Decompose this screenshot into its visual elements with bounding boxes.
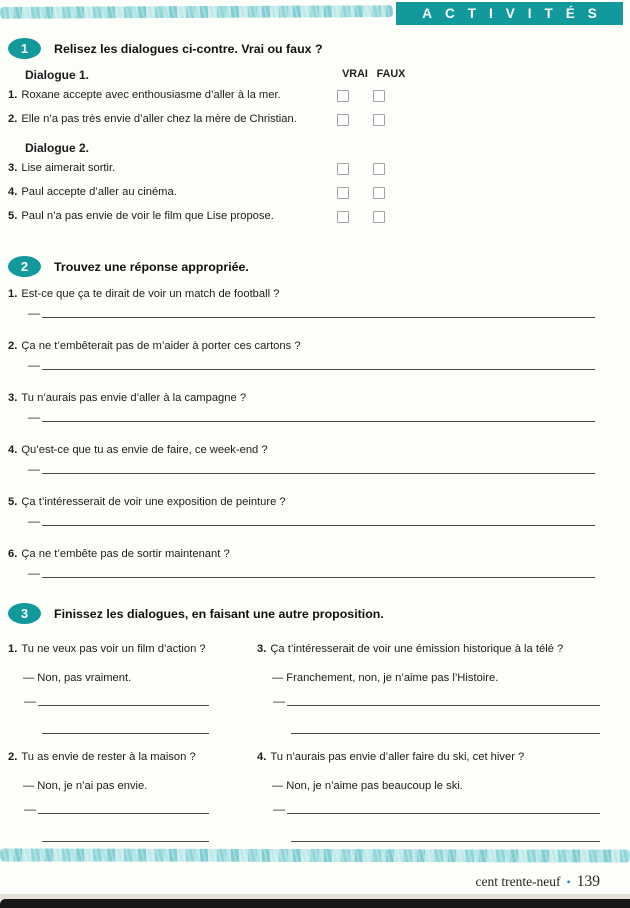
answer-line[interactable]	[38, 692, 209, 706]
answer-line[interactable]	[42, 720, 209, 734]
statement-row	[8, 162, 622, 177]
scan-edge-dark	[0, 899, 630, 908]
answer-line[interactable]	[291, 828, 600, 842]
answer-line[interactable]	[42, 514, 595, 526]
question-text: Ça ne t’embêterait pas de m’aider à porter ces cartons ?	[21, 340, 301, 352]
vrai-checkbox[interactable]	[337, 163, 349, 175]
activites-header: ACTIVITÉS	[396, 2, 623, 25]
dialogue-item	[257, 751, 622, 842]
exercise-3-header	[8, 603, 622, 624]
answer-row	[8, 567, 622, 578]
question-number: 2.	[8, 751, 18, 763]
question-text: Tu n’aurais pas envie d’aller faire du ski, cet hiver ?	[270, 751, 525, 763]
question-number: 6.	[8, 548, 18, 560]
answer-line[interactable]	[42, 566, 595, 578]
faux-checkbox[interactable]	[373, 114, 385, 126]
answer-line[interactable]	[287, 692, 600, 706]
question-item	[8, 496, 622, 526]
question-row	[8, 444, 622, 459]
exercise-3-title: Finissez les dialogues, en faisant une autre proposition.	[54, 606, 384, 621]
question-text: Ça t’intéresserait de voir une émission historique à la télé ?	[270, 643, 564, 655]
dialogue-item	[8, 643, 257, 734]
answer-dash: —	[273, 802, 285, 816]
exercise-2-header	[8, 256, 622, 277]
answer-dash: —	[28, 410, 40, 424]
vrai-column-header: VRAI	[342, 68, 368, 80]
question-item	[8, 548, 622, 578]
exercise-1-badge: 1	[8, 38, 41, 59]
vrai-checkbox[interactable]	[337, 90, 349, 102]
question-row	[8, 288, 622, 303]
given-answer: — Non, pas vraiment.	[23, 672, 132, 684]
answer-row	[8, 307, 622, 318]
dialogues-grid	[8, 643, 622, 859]
exercise-2	[8, 256, 622, 600]
answer-line[interactable]	[42, 358, 595, 370]
answer-row	[257, 829, 622, 842]
statement-text: Roxane accepte avec enthousiasme d’aller à la mer.	[21, 89, 281, 101]
question-text: Est-ce que ça te dirait de voir un match de football ?	[21, 288, 280, 300]
question-row	[8, 496, 622, 511]
vrai-checkbox[interactable]	[337, 211, 349, 223]
vrai-checkbox[interactable]	[337, 187, 349, 199]
answer-dash: —	[28, 358, 40, 372]
faux-checkbox[interactable]	[373, 187, 385, 199]
statement-row	[8, 210, 622, 225]
statement-number: 1.	[8, 89, 18, 101]
answer-row	[8, 693, 257, 706]
dialogue-item	[8, 751, 257, 842]
answer-dash: —	[24, 802, 36, 816]
question-item	[8, 444, 622, 474]
statement-number: 4.	[8, 186, 18, 198]
exercise-2-badge: 2	[8, 256, 41, 277]
statement-row	[8, 89, 622, 104]
question-text: Tu n’aurais pas envie d’aller à la campagne ?	[21, 392, 247, 404]
statement-number: 3.	[8, 162, 18, 174]
exercise-1-header	[8, 38, 622, 59]
question-text: Ça ne t’embête pas de sortir maintenant ?	[21, 548, 230, 560]
question-text: Ça t’intéresserait de voir une exposition de peinture ?	[21, 496, 286, 508]
answer-row	[257, 721, 622, 734]
faux-checkbox[interactable]	[373, 90, 385, 102]
faux-checkbox[interactable]	[373, 211, 385, 223]
question-row	[257, 751, 622, 766]
dialogue-2-label: Dialogue 2.	[25, 141, 90, 155]
answer-row	[8, 829, 257, 842]
statement-number: 5.	[8, 210, 18, 222]
answer-row	[8, 411, 622, 422]
page-number: 139	[576, 873, 600, 890]
exercise-1-title: Relisez les dialogues ci-contre. Vrai ou faux ?	[54, 41, 323, 56]
answer-dash: —	[28, 566, 40, 580]
page-footer	[475, 873, 600, 891]
question-item	[8, 288, 622, 318]
exercise-2-title: Trouvez une réponse appropriée.	[54, 259, 249, 274]
dialogue-2-row	[25, 141, 622, 156]
question-row	[257, 643, 622, 658]
question-text: Tu as envie de rester à la maison ?	[21, 751, 196, 763]
faux-column-header: FAUX	[376, 68, 406, 80]
dialogue-1-row	[25, 68, 622, 83]
question-text: Qu’est-ce que tu as envie de faire, ce week-end ?	[21, 444, 268, 456]
faux-checkbox[interactable]	[373, 163, 385, 175]
answer-line[interactable]	[38, 800, 209, 814]
answer-row	[8, 721, 257, 734]
answer-dash: —	[28, 462, 40, 476]
question-number: 2.	[8, 340, 18, 352]
given-answer: — Non, je n’ai pas envie.	[23, 780, 148, 792]
answer-dash: —	[28, 514, 40, 528]
answer-row	[8, 359, 622, 370]
given-answer: — Non, je n’aime pas beaucoup le ski.	[272, 780, 463, 792]
answer-dash: —	[273, 694, 285, 708]
question-item	[8, 392, 622, 422]
question-row	[8, 751, 257, 766]
statement-row	[8, 113, 622, 128]
question-row	[8, 340, 622, 355]
answer-row	[257, 693, 622, 706]
statement-text: Paul n’a pas envie de voir le film que Lise propose.	[21, 210, 274, 222]
answer-line[interactable]	[42, 828, 209, 842]
answer-dash: —	[28, 306, 40, 320]
dialogue-item	[257, 643, 622, 734]
question-row	[8, 643, 257, 658]
answer-line[interactable]	[42, 306, 595, 318]
question-number: 5.	[8, 496, 18, 508]
statement-row	[8, 186, 622, 201]
question-number: 3.	[257, 643, 267, 655]
question-number: 1.	[8, 643, 18, 655]
footer-bullet-icon: •	[566, 875, 571, 889]
question-number: 4.	[8, 444, 18, 456]
highlight-stroke-bottom	[0, 848, 630, 862]
question-row	[8, 548, 622, 563]
exercise-3-badge: 3	[8, 603, 41, 624]
answer-line[interactable]	[291, 720, 600, 734]
exercise-3	[8, 603, 622, 859]
exercise-1	[8, 38, 622, 225]
answer-dash: —	[24, 694, 36, 708]
statement-number: 2.	[8, 113, 18, 125]
highlight-stroke-top	[0, 5, 393, 19]
question-item	[8, 340, 622, 370]
page-number-words: cent trente-neuf	[475, 874, 561, 889]
given-answer: — Franchement, non, je n’aime pas l’Histoire.	[272, 672, 499, 684]
statement-text: Lise aimerait sortir.	[21, 162, 116, 174]
answer-row	[8, 801, 257, 814]
answer-row	[8, 463, 622, 474]
question-text: Tu ne veux pas voir un film d’action ?	[21, 643, 206, 655]
question-number: 4.	[257, 751, 267, 763]
answer-line[interactable]	[42, 462, 595, 474]
question-number: 1.	[8, 288, 18, 300]
vrai-checkbox[interactable]	[337, 114, 349, 126]
answer-row	[8, 515, 622, 526]
question-row	[8, 392, 622, 407]
question-number: 3.	[8, 392, 18, 404]
answer-row	[257, 801, 622, 814]
answer-line[interactable]	[287, 800, 600, 814]
dialogue-1-label: Dialogue 1.	[25, 68, 90, 82]
answer-line[interactable]	[42, 410, 595, 422]
statement-text: Paul accepte d’aller au cinéma.	[21, 186, 177, 198]
statement-text: Elle n’a pas très envie d’aller chez la mère de Christian.	[21, 113, 297, 125]
